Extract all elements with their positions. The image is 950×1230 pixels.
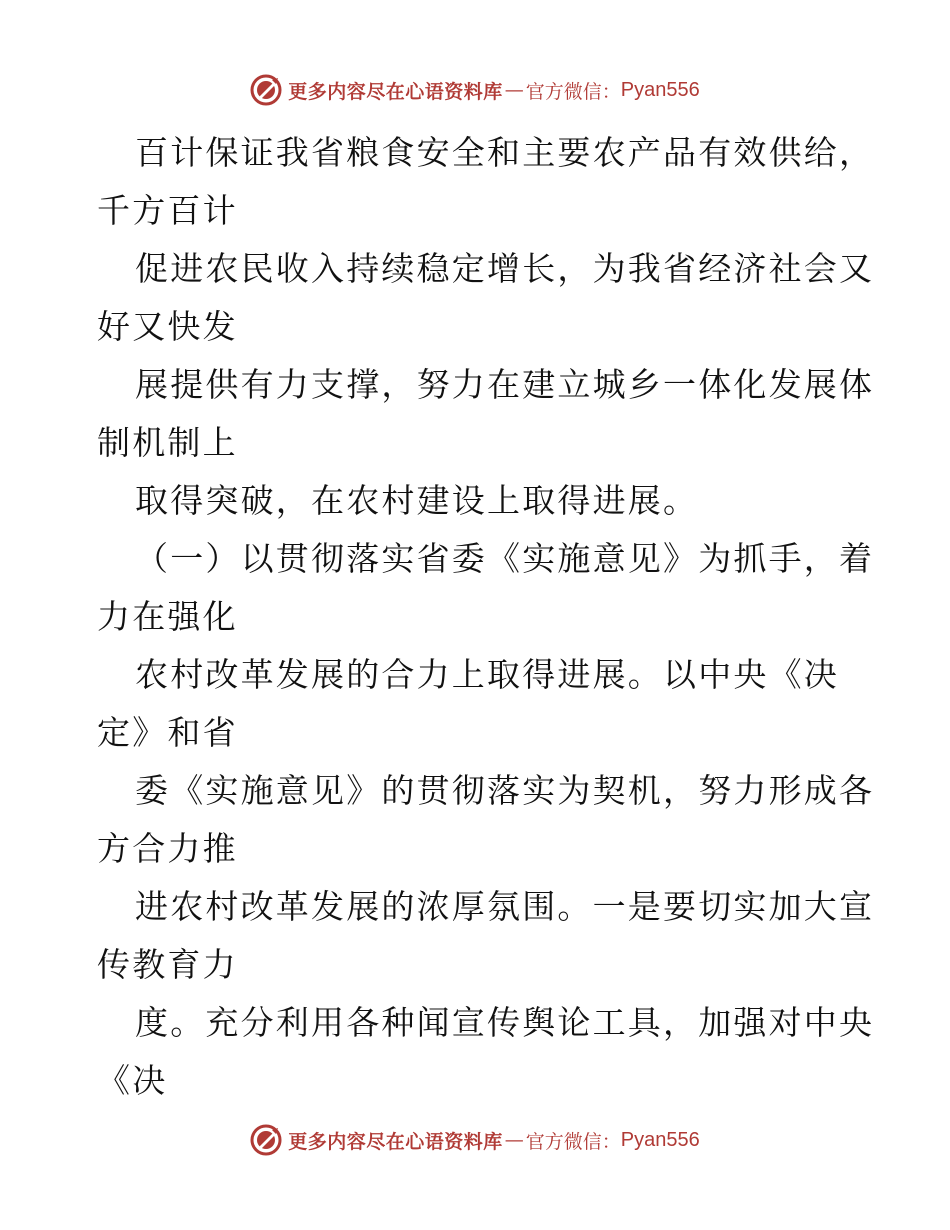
header-wechat-id: Pyan556: [620, 78, 700, 101]
footer-dash: —: [504, 1129, 524, 1151]
text-line-15: 传教育力: [97, 945, 238, 984]
text-line-9: 力在强化: [97, 597, 238, 636]
header-wechat-label: 官方微信：: [525, 80, 621, 103]
pen-logo-icon: [250, 1124, 282, 1156]
document-body: [97, 124, 875, 1110]
text-line-2: 千方百计: [97, 191, 238, 230]
footer-banner: [0, 1120, 950, 1160]
header-banner: [0, 70, 950, 110]
text-line-8: （一）以贯彻落实省委《实施意见》为抓手，着: [135, 539, 875, 578]
footer-brand-text: 更多内容尽在心语资料库: [288, 1130, 503, 1153]
text-line-12: 委《实施意见》的贯彻落实为契机，努力形成各: [135, 771, 875, 810]
text-line-16: 度。充分利用各种闻宣传舆论工具，加强对中央: [135, 1003, 875, 1042]
text-line-7: 取得突破，在农村建设上取得进展。: [135, 481, 699, 520]
text-line-14: 进农村改革发展的浓厚氛围。一是要切实加大宣: [135, 887, 875, 926]
text-line-6: 制机制上: [97, 423, 238, 462]
text-line-11: 定》和省: [97, 713, 238, 752]
footer-wechat-id: Pyan556: [620, 1128, 700, 1151]
footer-wechat-label: 官方微信：: [525, 1130, 621, 1153]
text-line-13: 方合力推: [97, 829, 238, 868]
text-line-3: 促进农民收入持续稳定增长，为我省经济社会又: [135, 249, 875, 288]
header-dash: —: [504, 79, 524, 101]
text-line-1: 百计保证我省粮食安全和主要农产品有效供给，: [135, 133, 875, 172]
text-line-17: 《决: [97, 1061, 168, 1100]
text-line-4: 好又快发: [97, 307, 238, 346]
text-line-5: 展提供有力支撑，努力在建立城乡一体化发展体: [135, 365, 875, 404]
header-brand-text: 更多内容尽在心语资料库: [288, 80, 503, 103]
pen-logo-icon: [250, 74, 282, 106]
text-line-10: 农村改革发展的合力上取得进展。以中央《决: [135, 655, 839, 694]
